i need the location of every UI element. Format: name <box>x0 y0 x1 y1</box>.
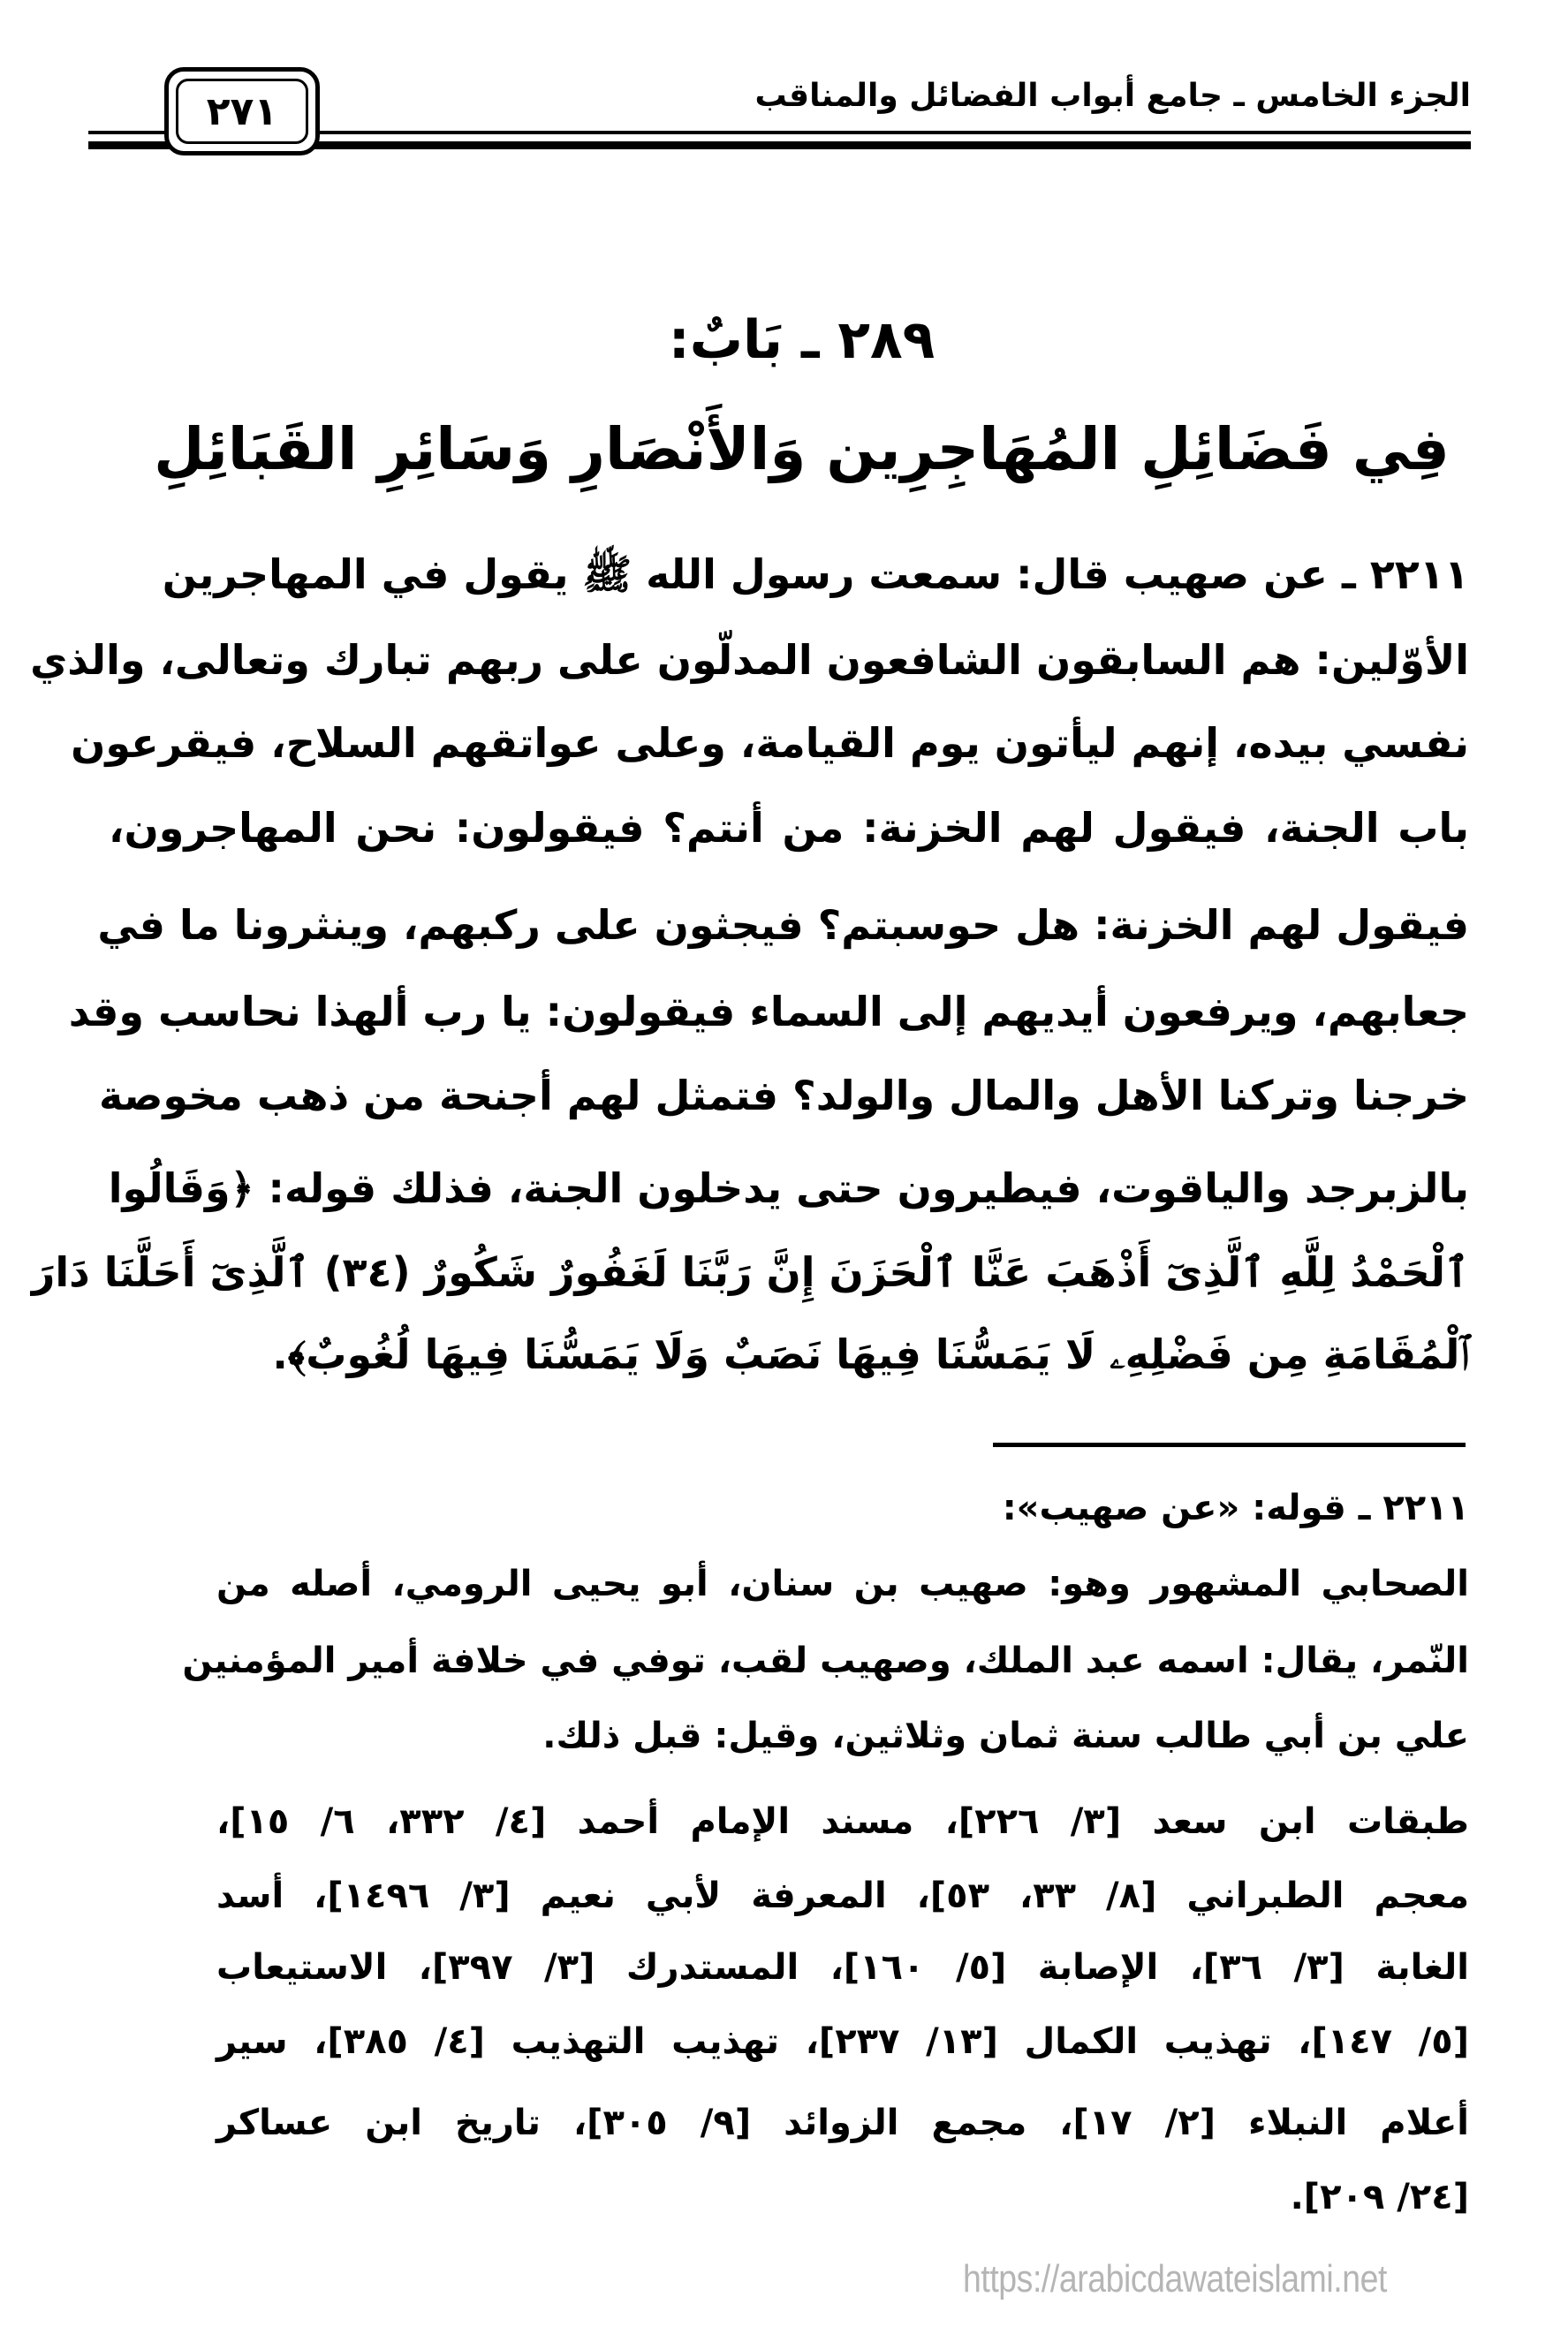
footnote-line: الغابة [٣/ ٣٦]، الإصابة [٥/ ١٦٠]، المستدرك [٣/ ٣٩٧]، الاستيعاب <box>216 1947 1469 1988</box>
body-line: الأوّلين: هم السابقون الشافعون المدلّون على ربهم تبارك وتعالى، والذي <box>30 636 1469 684</box>
chapter-subtitle: فِي فَضَائِلِ المُهَاجِرِين وَالأَنْصَارِ وَسَائِرِ القَبَائِلِ <box>154 415 1450 483</box>
footnote-line: [٢٤/ ٢٠٩]. <box>1290 2177 1469 2217</box>
body-line: فيقول لهم الخزنة: هل حوسبتم؟ فيجثون على ركبهم، وينثرونا ما في <box>97 901 1469 949</box>
footnote-line: الصحابي المشهور وهو: صهيب بن سنان، أبو يحيى الرومي، أصله من <box>216 1564 1469 1604</box>
footnote-line: أعلام النبلاء [٢/ ١٧]، مجمع الزوائد [٩/ ٣٠٥]، تاريخ ابن عساكر <box>216 2103 1469 2143</box>
body-line: جعابهم، ويرفعون أيديهم إلى السماء فيقولون: يا رب ألهذا نحاسب وقد <box>68 988 1469 1035</box>
body-line: باب الجنة، فيقول لهم الخزنة: من أنتم؟ فيقولون: نحن المهاجرون، <box>109 804 1469 852</box>
footnote-line: النّمر، يقال: اسمه عبد الملك، وصهيب لقب، توفي في خلافة أمير المؤمنين <box>182 1641 1469 1681</box>
footnote-divider <box>993 1443 1466 1447</box>
footnote-line: علي بن أبي طالب سنة ثمان وثلاثين، وقيل: قبل ذلك. <box>542 1716 1469 1756</box>
footnote-line: طبقات ابن سعد [٣/ ٢٢٦]، مسند الإمام أحمد [٤/ ٣٣٢، ٦/ ١٥]، <box>216 1801 1469 1842</box>
quran-verse-line: ٱلْحَمْدُ لِلَّهِ ٱلَّذِىٓ أَذْهَبَ عَنَّا ٱلْحَزَنَ إِنَّ رَبَّنَا لَغَفُورٌ شَكُورٌ (٣٤) ٱلَّذِىٓ أَحَلَّنَا دَارَ <box>31 1248 1469 1296</box>
body-line: خرجنا وتركنا الأهل والمال والولد؟ فتمثل لهم أجنحة من ذهب مخوصة <box>99 1072 1469 1119</box>
page-number: ٢٧١ <box>176 79 308 144</box>
footnote-heading: ٢٢١١ ـ قوله: «عن صهيب»: <box>1002 1488 1469 1528</box>
quran-verse-line: ٱلْمُقَامَةِ مِن فَضْلِهِۦ لَا يَمَسُّنَا فِيهَا نَصَبٌ وَلَا يَمَسُّنَا فِيهَا لُغُوبٌ﴾. <box>272 1330 1469 1378</box>
chapter-title: ٢٨٩ ـ بَابٌ: <box>668 309 935 371</box>
footnote-line: معجم الطبراني [٨/ ٣٣، ٥٣]، المعرفة لأبي نعيم [٣/ ١٤٩٦]، أسد <box>216 1876 1469 1916</box>
page-number-frame <box>164 67 320 155</box>
watermark-url: https://arabicdawateislami.net <box>963 2257 1387 2300</box>
body-line: بالزبرجد والياقوت، فيطيرون حتى يدخلون الجنة، فذلك قوله: ﴿وَقَالُوا <box>108 1164 1469 1212</box>
body-line: نفسي بيده، إنهم ليأتون يوم القيامة، وعلى عواتقهم السلاح، فيقرعون <box>71 719 1469 767</box>
footnote-line: [٥/ ١٤٧]، تهذيب الكمال [١٣/ ٢٣٧]، تهذيب التهذيب [٤/ ٣٨٥]، سير <box>216 2021 1469 2062</box>
body-line: ٢٢١١ ـ عن صهيب قال: سمعت رسول الله ﷺ يقول في المهاجرين <box>162 550 1469 598</box>
running-header-title: الجزء الخامس ـ جامع أبواب الفضائل والمناقب <box>754 78 1471 114</box>
